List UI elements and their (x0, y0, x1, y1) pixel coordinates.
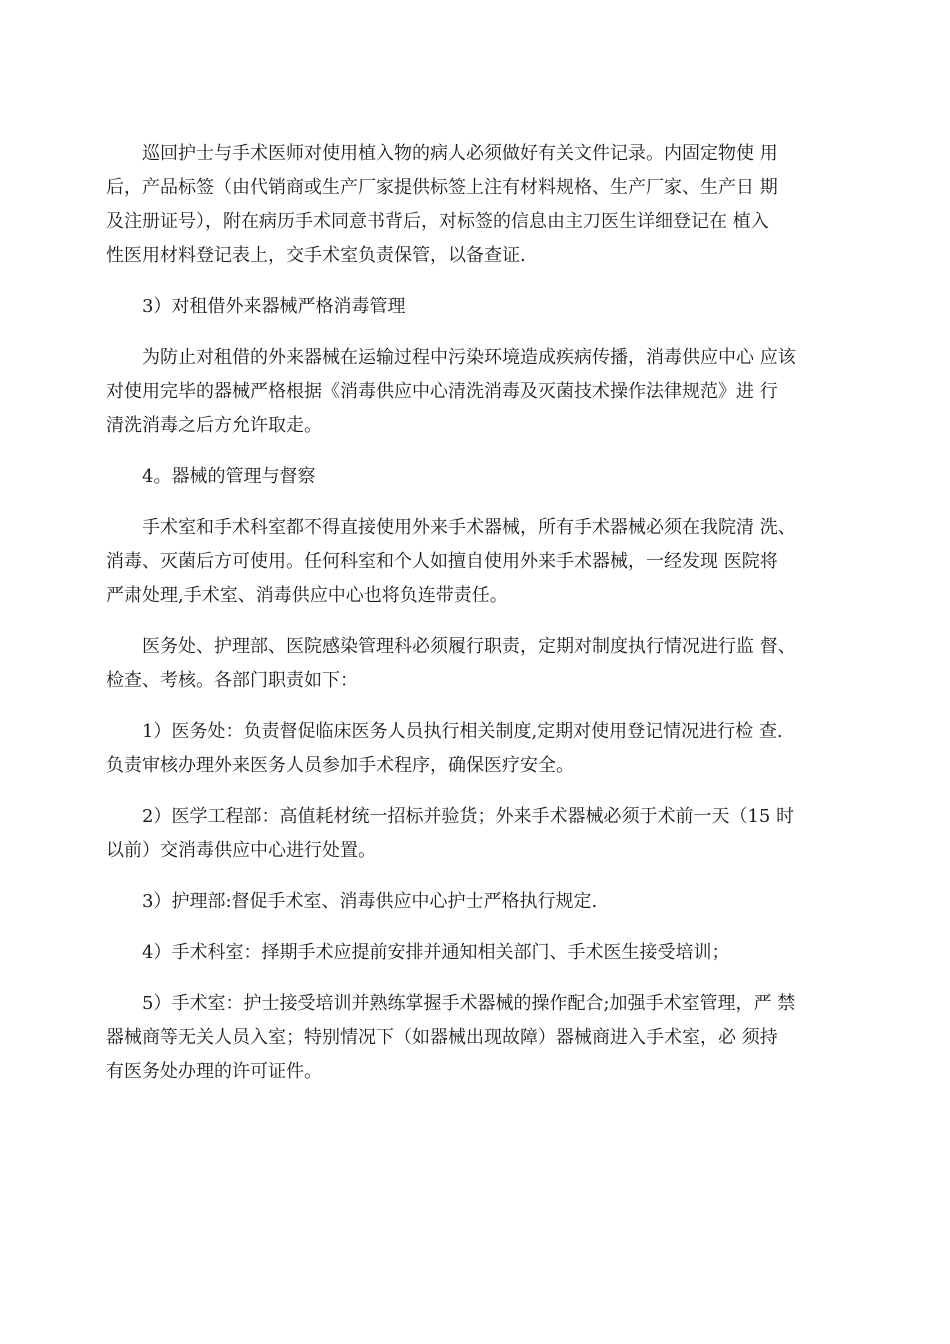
text-line: 器械商等无关人员入室；特别情况下（如器械出现故障）器械商进入手术室，必 须持 (106, 1027, 778, 1048)
text-line: 有医务处办理的许可证件。 (106, 1061, 322, 1082)
list-item-surgical-departments (106, 936, 840, 970)
text-line: 及注册证号），附在病历手术同意书背后，对标签的信息由主刀医生详细登记在 植入 (106, 211, 769, 232)
list-item-nursing-department (106, 885, 840, 919)
text-line: 后，产品标签（由代销商或生产厂家提供标签上注有材料规格、生产厂家、生产日 期 (106, 177, 778, 198)
paragraph-rental-disinfection (106, 341, 840, 443)
text-line: 清洗消毒之后方允许取走。 (106, 415, 322, 436)
document-body (106, 137, 840, 1106)
text-line: 严肃处理,手术室、消毒供应中心也将负连带责任。 (106, 585, 508, 606)
text-line: 5）手术室：护士接受培训并熟练掌握手术器械的操作配合;加强手术室管理，严 禁 (142, 993, 796, 1014)
text-line: 以前）交消毒供应中心进行处置。 (106, 840, 376, 861)
section-heading: 4。器械的管理与督察 (142, 466, 316, 487)
paragraph-implant-records (106, 137, 840, 273)
paragraph-department-duties (106, 630, 840, 698)
text-line: 消毒、灭菌后方可使用。任何科室和个人如擅自使用外来手术器械，一经发现 医院将 (106, 551, 778, 572)
text-line: 巡回护士与手术医师对使用植入物的病人必须做好有关文件记录。内固定物使 用 (142, 143, 778, 164)
text-line: 为防止对租借的外来器械在运输过程中污染环境造成疾病传播，消毒供应中心 应该 (142, 347, 796, 368)
text-line: 3）护理部:督促手术室、消毒供应中心护士严格执行规定. (142, 891, 598, 912)
paragraph-direct-use-prohibited (106, 511, 840, 613)
text-line: 医务处、护理部、医院感染管理科必须履行职责，定期对制度执行情况进行监 督、 (142, 636, 796, 657)
heading-management-supervision (106, 460, 840, 494)
text-line: 4）手术科室：择期手术应提前安排并通知相关部门、手术医生接受培训； (142, 942, 730, 963)
heading-rental-disinfection (106, 290, 840, 324)
text-line: 检查、考核。各部门职责如下： (106, 670, 358, 691)
text-line: 负责审核办理外来医务人员参加手术程序，确保医疗安全。 (106, 755, 574, 776)
text-line: 2）医学工程部：高值耗材统一招标并验货；外来手术器械必须于术前一天（15 时 (142, 806, 795, 827)
list-item-operating-room (106, 987, 840, 1089)
list-item-medical-affairs (106, 715, 840, 783)
list-item-medical-engineering (106, 800, 840, 868)
text-line: 1）医务处：负责督促临床医务人员执行相关制度,定期对使用登记情况进行检 查. (142, 721, 783, 742)
text-line: 手术室和手术科室都不得直接使用外来手术器械，所有手术器械必须在我院清 洗、 (142, 517, 796, 538)
text-line: 性医用材料登记表上，交手术室负责保管，以备查证. (106, 245, 526, 266)
section-heading: 3）对租借外来器械严格消毒管理 (142, 296, 406, 317)
text-line: 对使用完毕的器械严格根据《消毒供应中心清洗消毒及灭菌技术操作法律规范》进 行 (106, 381, 778, 402)
